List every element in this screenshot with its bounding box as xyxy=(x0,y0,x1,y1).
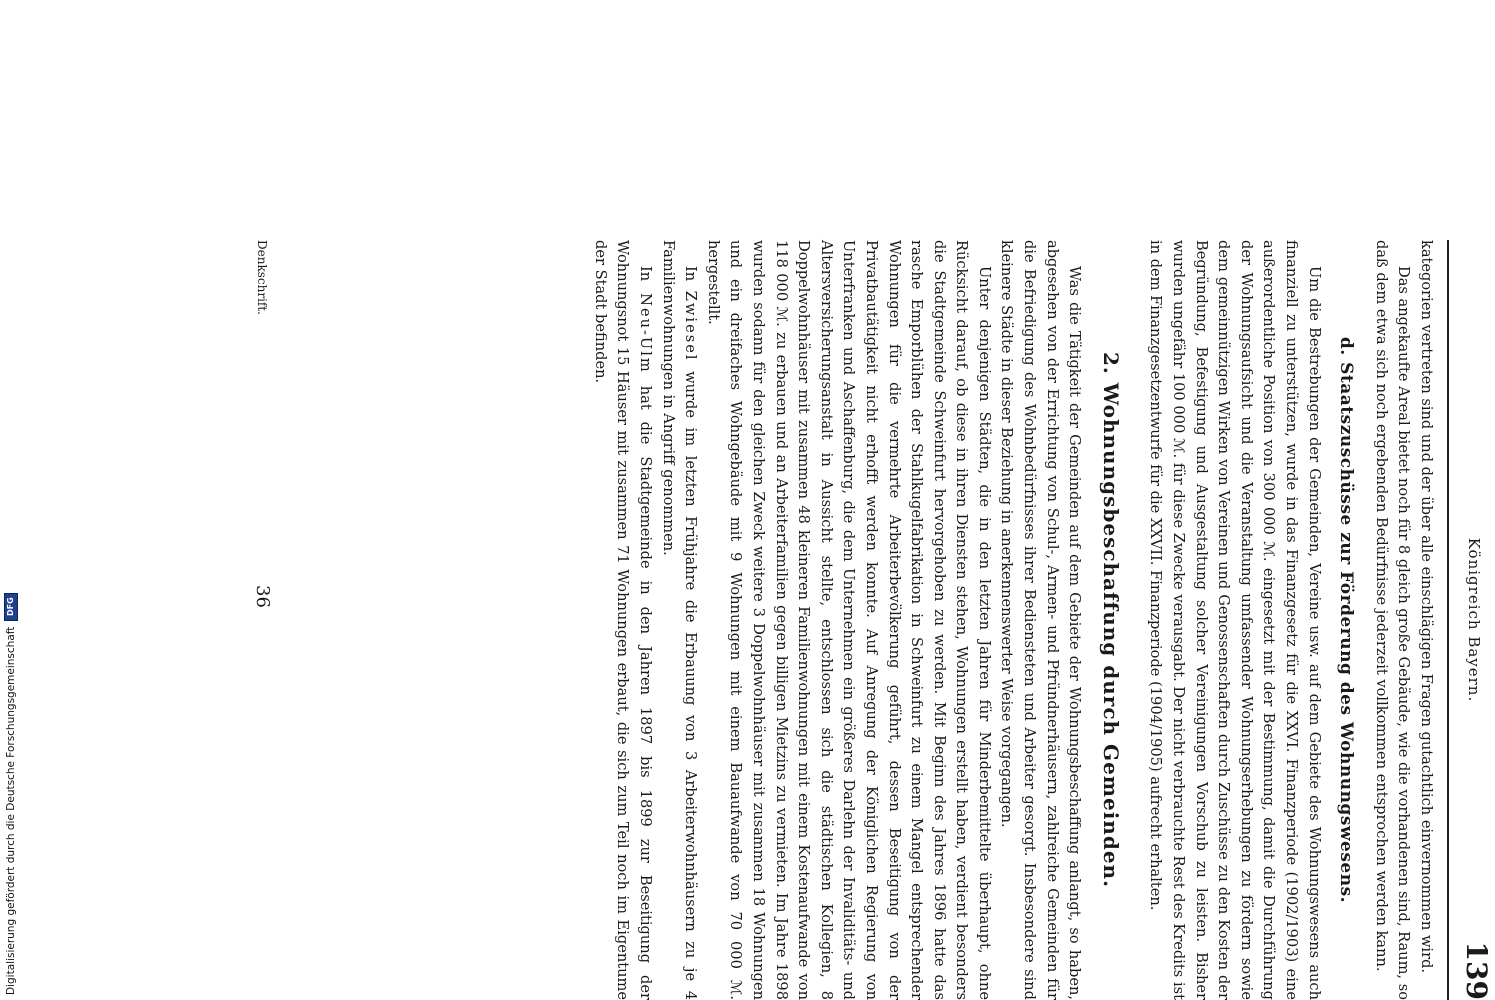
page-number: 139 xyxy=(1460,941,1493,1000)
page-header xyxy=(1447,240,1495,1000)
paragraph xyxy=(656,240,701,1000)
paragraph: Das angekaufte Areal bietet noch für 8 gleich große Gebäude, wie die vorhandenen sind, Raum, so daß dem etwa sich noch ergebenden Bedürfnisse jederzeit vollkommen entsprochen werden kann. xyxy=(1372,240,1413,1000)
rotated-page xyxy=(225,240,1495,1000)
place-name: Neu-Ulm xyxy=(637,293,654,374)
paragraph: Unter denjenigen Städten, die in den letzten Jahren für Minderbemittelte überhaupt, ohne Rücksicht darauf, ob diese in ihren Diensten stehen, Wohnungen erstellt haben, verdient besonders die Stadtgemeinde Schweinfurt hervorgehoben zu werden. Mit Beginn des Jahres 1896 hatte das rasche Emporblühen der Stahlkugelfabrikation in Schweinfurt zu einem Mangel entsprechender Wohnungen für die vermehrte Arbeiterbevölkerung geführt, dessen Beseitigung von der Privatbautätigkeit nicht erhofft werden konnte. Auf Anregung der Königlichen Regierung von Unterfranken und Aschaffenburg, die dem Unternehmen ein größeres Darlehn der Invaliditäts- und Altersversicherungsanstalt in Aussicht stellte, entschlossen sich die städtischen Kollegien, 8 Doppelwohnhäuser mit zusammen 48 kleineren Familienwohnungen mit einem Kostenaufwande von 118 000 ℳ. zu erbauen und an Arbeiterfamilien gegen billigen Mietzins zu vermieten. Im Jahre 1898 wurden sodann für den gleichen Zweck weitere 3 Doppelwohnhäuser mit zusammen 18 Wohnungen und ein dreifaches Wohngebäude mit 9 Wohnungen mit einem Bauaufwande von 70 000 ℳ. hergestellt. xyxy=(704,240,993,1000)
page-footer xyxy=(243,240,273,1000)
digitization-credit xyxy=(4,593,18,995)
paragraph: Um die Bestrebungen der Gemeinden, Vereine usw. auf dem Gebiete des Wohnungswesens auch finanziell zu unterstützen, wurde in das Finanzgesetz für die XXVI. Finanzperiode (1902/1903) eine außerordentliche Position von 300 000 ℳ. eingesetzt mit der Bestimmung, damit die Durchführung der Wohnungsaufsicht und die Veranstaltung umfassender Wohnungserhebungen zu fördern sowie dem gemeinnützigen Wirken von Vereinen und Genossenschaften durch Zuschüsse zu den Kosten der Begründung, Befestigung und Ausgestaltung solcher Vereinigungen Vorschub zu leisten. Bisher wurden ungefähr 100 000 ℳ. für diese Zwecke verausgabt. Der nicht verbrauchte Rest des Kredits ist in dem Finanzgesetzentwurfe für die XXVII. Finanzperiode (1904/1905) aufrecht erhalten. xyxy=(1147,240,1323,1000)
page-body xyxy=(588,240,1437,1000)
text-run: In xyxy=(682,266,700,291)
section-heading-d: d. Staatszuschüsse zur Förderung des Wohnungswesens. xyxy=(1336,336,1357,904)
text-run: hat die Stadtgemeinde in den Jahren 1897 bis 1899 zur Beseitigung der Wohnungsnot 15 Häuser mit zusammen 71 Wohnungen erbaut, die sich zum Teil noch im Eigentume der Stadt befinden. xyxy=(591,240,654,1000)
section-heading-2: 2. Wohnungsbeschaffung durch Gemeinden. xyxy=(1098,351,1123,889)
signature-mark: 36 xyxy=(252,585,273,608)
footer-label: Denkschrift. xyxy=(255,240,269,315)
dfg-logo-icon: DFG xyxy=(4,593,18,621)
credit-text: Digitalisierung gefördert durch die Deutsche Forschungsgemeinschaft xyxy=(5,626,17,995)
text-run: In xyxy=(637,266,654,294)
header-rule xyxy=(1447,240,1449,1000)
text-run: wurde im letzten Frühjahre die Erbauung von 3 Arbeiterwohnhäusern zu je 4 Familienwohnungen in Angriff genommen. xyxy=(659,240,700,1000)
place-name: Zwiesel xyxy=(682,290,700,362)
paragraph: kategorien vertreten sind und der über alle einschlägigen Fragen gutachtlich einvernommen wird. xyxy=(1418,240,1435,974)
running-head: Königreich Bayern. xyxy=(1465,537,1483,703)
paragraph xyxy=(588,240,656,1000)
paragraph: Was die Tätigkeit der Gemeinden auf dem Gebiete der Wohnungsbeschaffung anlangt, so haben, abgesehen von der Errichtung von Schul-, Armen- und Pfründnerhäusern, zahlreiche Gemeinden für die Befriedigung des Wohnbedürfnisses ihrer Bediensteten und Arbeiter gesorgt. Insbesondere sind kleinere Städte in dieser Beziehung in anerkennenswerter Weise vorgegangen. xyxy=(998,240,1084,1000)
